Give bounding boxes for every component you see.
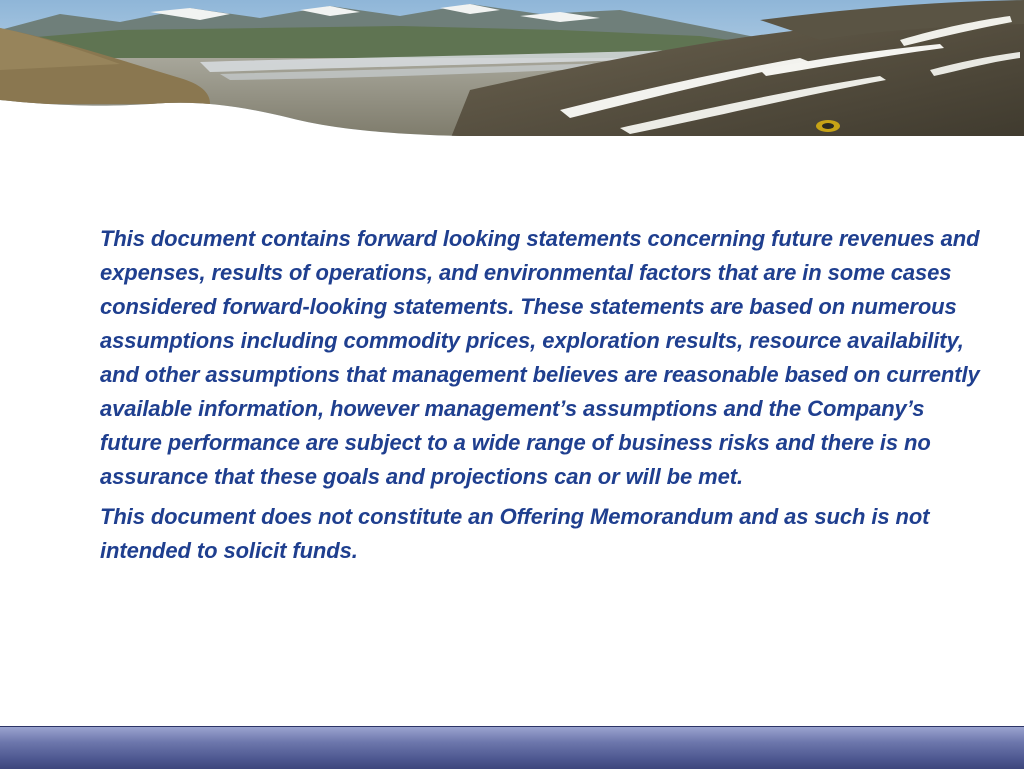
forward-looking-statement-paragraph: This document contains forward looking statements concerning future revenues and expenses, results of operations, and environmental factors that are in some cases considered forward-looking statements. These statements are based on numerous assumptions including commodity prices, exploration results, resource availability, and other assumptions that management believes are reasonable based on currently available information, however management’s assumptions and the Company’s future performance are subject to a wide range of business risks and there is no assurance that these goals and projections can or will be met. bbox=[100, 226, 980, 489]
banner-mountain-photo bbox=[0, 0, 1024, 140]
footer-bar bbox=[0, 726, 1024, 769]
disclaimer-text-block bbox=[100, 222, 980, 574]
offering-memorandum-paragraph: This document does not constitute an Offering Memorandum and as such is not intended to solicit funds. bbox=[100, 504, 930, 563]
